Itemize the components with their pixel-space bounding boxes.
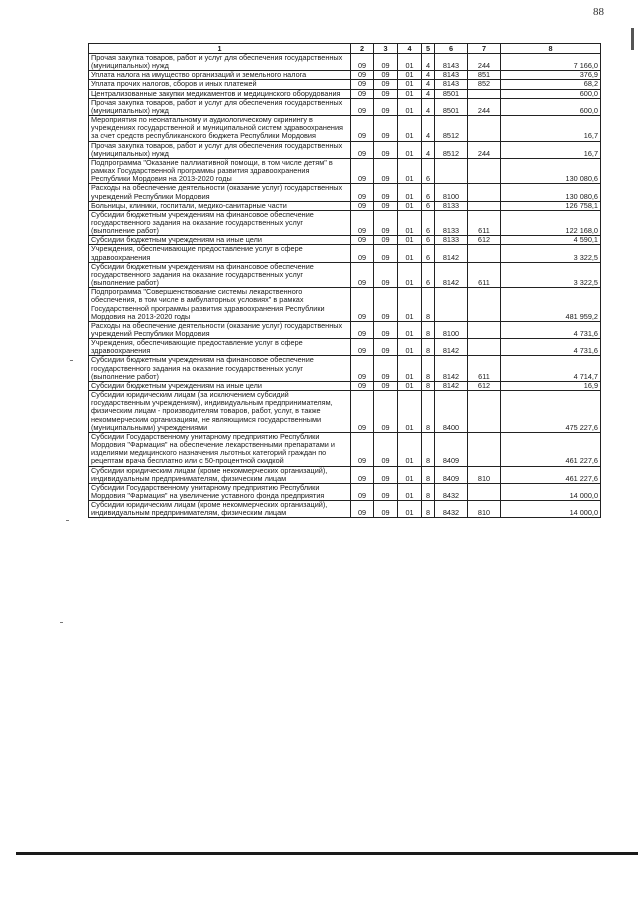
amount: 16,9 (501, 381, 601, 390)
section-code: 09 (351, 466, 374, 483)
subsection-code: 09 (374, 466, 398, 483)
row-description: Подпрограмма "Оказание паллиативной помощи, в том числе детям" в рамках Государственной программы развития здравоохранения Республики Мордовия на 2013-2020 годы (89, 158, 351, 183)
subprogram-code: 8 (422, 501, 435, 518)
amount: 130 080,6 (501, 158, 601, 183)
subprogram-code: 6 (422, 262, 435, 287)
subprogram-code: 8 (422, 466, 435, 483)
expense-type-code: 244 (468, 141, 501, 158)
section-code: 09 (351, 80, 374, 89)
subsection-code: 09 (374, 54, 398, 71)
item-code: 8142 (435, 356, 468, 381)
subsection-code: 09 (374, 391, 398, 433)
amount: 16,7 (501, 141, 601, 158)
subprogram-code: 4 (422, 71, 435, 80)
row-description: Прочая закупка товаров, работ и услуг для обеспечения государственных (муниципальных) нужд (89, 54, 351, 71)
header-cell: 8 (501, 44, 601, 54)
row-description: Субсидии юридическим лицам (за исключением субсидий государственным учреждениям), индивидуальным предпринимателям, физическим лицам - производителям товаров, работ, услуг, в также некоммерческим организациям, не являющимся государственными (муниципальными) учреждениями (89, 391, 351, 433)
amount: 461 227,6 (501, 466, 601, 483)
header-row (89, 44, 601, 54)
amount: 600,0 (501, 89, 601, 98)
subsection-code: 09 (374, 141, 398, 158)
row-description: Централизованные закупки медикаментов и медицинского оборудования (89, 89, 351, 98)
subprogram-code: 4 (422, 98, 435, 115)
subprogram-code: 6 (422, 210, 435, 235)
table-row (89, 184, 601, 201)
program-code: 01 (398, 432, 422, 466)
subsection-code: 09 (374, 245, 398, 262)
section-code: 09 (351, 210, 374, 235)
amount: 14 000,0 (501, 483, 601, 500)
table-body (89, 54, 601, 518)
program-code: 01 (398, 262, 422, 287)
section-code: 09 (351, 236, 374, 245)
scan-speck (70, 360, 73, 361)
item-code: 8501 (435, 98, 468, 115)
expense-type-code: 611 (468, 262, 501, 287)
expense-type-code: 612 (468, 236, 501, 245)
table-row (89, 116, 601, 141)
item-code: 8133 (435, 210, 468, 235)
program-code: 01 (398, 89, 422, 98)
amount: 475 227,6 (501, 391, 601, 433)
item-code: 8501 (435, 89, 468, 98)
section-code: 09 (351, 116, 374, 141)
amount: 600,0 (501, 98, 601, 115)
expense-type-code (468, 288, 501, 322)
scan-speck (60, 622, 63, 623)
amount: 4 731,6 (501, 339, 601, 356)
item-code: 8409 (435, 432, 468, 466)
row-description: Субсидии бюджетным учреждениям на иные цели (89, 381, 351, 390)
table-row (89, 210, 601, 235)
table-row (89, 483, 601, 500)
program-code: 01 (398, 245, 422, 262)
program-code: 01 (398, 339, 422, 356)
item-code: 8409 (435, 466, 468, 483)
subsection-code: 09 (374, 89, 398, 98)
header-cell: 2 (351, 44, 374, 54)
section-code: 09 (351, 245, 374, 262)
table-row (89, 391, 601, 433)
expense-type-code: 612 (468, 381, 501, 390)
expense-type-code (468, 158, 501, 183)
item-code: 8142 (435, 339, 468, 356)
table-row (89, 262, 601, 287)
table-row (89, 236, 601, 245)
subsection-code: 09 (374, 381, 398, 390)
subprogram-code: 6 (422, 158, 435, 183)
item-code: 8432 (435, 501, 468, 518)
subsection-code: 09 (374, 80, 398, 89)
subprogram-code: 8 (422, 381, 435, 390)
amount: 4 714,7 (501, 356, 601, 381)
row-description: Субсидии бюджетным учреждениям на иные цели (89, 236, 351, 245)
table-row (89, 201, 601, 210)
program-code: 01 (398, 184, 422, 201)
item-code: 8142 (435, 381, 468, 390)
row-description: Субсидии Государственному унитарному предприятию Республики Мордовия "Фармация" на увеличение уставного фонда предприятия (89, 483, 351, 500)
row-description: Субсидии юридическим лицам (кроме некоммерческих организаций), индивидуальным предпринимателям, физическим лицам (89, 466, 351, 483)
subsection-code: 09 (374, 356, 398, 381)
section-code: 09 (351, 201, 374, 210)
item-code: 8100 (435, 321, 468, 338)
subsection-code: 09 (374, 432, 398, 466)
row-description: Больницы, клиники, госпитали, медико-санитарные части (89, 201, 351, 210)
program-code: 01 (398, 483, 422, 500)
program-code: 01 (398, 201, 422, 210)
section-code: 09 (351, 89, 374, 98)
expense-type-code (468, 321, 501, 338)
program-code: 01 (398, 141, 422, 158)
row-description: Субсидии юридическим лицам (кроме некоммерческих организаций), индивидуальным предпринимателям, физическим лицам (89, 501, 351, 518)
table-row (89, 356, 601, 381)
table-row (89, 288, 601, 322)
expense-type-code (468, 201, 501, 210)
subsection-code: 09 (374, 236, 398, 245)
section-code: 09 (351, 391, 374, 433)
scan-speck (66, 520, 69, 521)
bottom-rule (16, 852, 638, 855)
row-description: Подпрограмма "Совершенствование системы лекарственного обеспечения, в том числе в амбулаторных условиях" в рамках Государственной программы развития здравоохранения Республики Мордовия на 2013-2020 годы (89, 288, 351, 322)
program-code: 01 (398, 391, 422, 433)
section-code: 09 (351, 71, 374, 80)
program-code: 01 (398, 80, 422, 89)
amount: 126 758,1 (501, 201, 601, 210)
table-row (89, 141, 601, 158)
item-code: 8432 (435, 483, 468, 500)
subprogram-code: 6 (422, 201, 435, 210)
section-code: 09 (351, 483, 374, 500)
program-code: 01 (398, 288, 422, 322)
table-row (89, 158, 601, 183)
expense-type-code: 852 (468, 80, 501, 89)
subsection-code: 09 (374, 339, 398, 356)
expense-type-code: 244 (468, 98, 501, 115)
section-code: 09 (351, 184, 374, 201)
subsection-code: 09 (374, 210, 398, 235)
section-code: 09 (351, 339, 374, 356)
section-code: 09 (351, 501, 374, 518)
item-code: 8143 (435, 54, 468, 71)
table-row (89, 80, 601, 89)
table-row (89, 321, 601, 338)
subsection-code: 09 (374, 501, 398, 518)
expense-type-code: 810 (468, 466, 501, 483)
section-code: 09 (351, 158, 374, 183)
amount: 68,2 (501, 80, 601, 89)
item-code: 8100 (435, 184, 468, 201)
amount: 3 322,5 (501, 262, 601, 287)
item-code: 8133 (435, 236, 468, 245)
item-code: 8142 (435, 262, 468, 287)
item-code: 8143 (435, 71, 468, 80)
expense-type-code: 244 (468, 54, 501, 71)
program-code: 01 (398, 236, 422, 245)
header-cell: 3 (374, 44, 398, 54)
row-description: Уплата прочих налогов, сборов и иных платежей (89, 80, 351, 89)
amount: 376,9 (501, 71, 601, 80)
program-code: 01 (398, 466, 422, 483)
scan-edge-mark (631, 28, 634, 50)
subprogram-code: 8 (422, 483, 435, 500)
section-code: 09 (351, 288, 374, 322)
row-description: Расходы на обеспечение деятельности (оказание услуг) государственных учреждений Республики Мордовия (89, 184, 351, 201)
expense-type-code: 810 (468, 501, 501, 518)
item-code: 8512 (435, 141, 468, 158)
subsection-code: 09 (374, 262, 398, 287)
table-row (89, 339, 601, 356)
section-code: 09 (351, 141, 374, 158)
program-code: 01 (398, 356, 422, 381)
row-description: Субсидии бюджетным учреждениям на финансовое обеспечение государственного задания на оказание государственных услуг (выполнение работ) (89, 262, 351, 287)
program-code: 01 (398, 158, 422, 183)
subprogram-code: 8 (422, 391, 435, 433)
row-description: Прочая закупка товаров, работ и услуг для обеспечения государственных (муниципальных) нужд (89, 98, 351, 115)
table-row (89, 501, 601, 518)
expense-type-code (468, 116, 501, 141)
subsection-code: 09 (374, 116, 398, 141)
expense-type-code: 611 (468, 210, 501, 235)
row-description: Учреждения, обеспечивающие предоставление услуг в сфере здравоохранения (89, 339, 351, 356)
expense-type-code (468, 184, 501, 201)
subsection-code: 09 (374, 71, 398, 80)
subprogram-code: 4 (422, 141, 435, 158)
row-description: Расходы на обеспечение деятельности (оказание услуг) государственных учреждений Республики Мордовия (89, 321, 351, 338)
header-cell: 6 (435, 44, 468, 54)
amount: 481 959,2 (501, 288, 601, 322)
amount: 461 227,6 (501, 432, 601, 466)
table-row (89, 432, 601, 466)
table-row (89, 245, 601, 262)
section-code: 09 (351, 321, 374, 338)
program-code: 01 (398, 501, 422, 518)
subprogram-code: 6 (422, 245, 435, 262)
row-description: Уплата налога на имущество организаций и земельного налога (89, 71, 351, 80)
expense-type-code (468, 89, 501, 98)
section-code: 09 (351, 432, 374, 466)
row-description: Субсидии Государственному унитарному предприятию Республики Мордовия "Фармация" на обеспечение лекарственными препаратами и изделиями медицинского назначения льготных категорий граждан по рецептам врача бесплатно или с 50-процентной скидкой (89, 432, 351, 466)
item-code: 8512 (435, 116, 468, 141)
row-description: Субсидии бюджетным учреждениям на финансовое обеспечение государственного задания на оказание государственных услуг (выполнение работ) (89, 356, 351, 381)
section-code: 09 (351, 54, 374, 71)
table-row (89, 381, 601, 390)
page-number: 88 (593, 6, 604, 18)
section-code: 09 (351, 98, 374, 115)
table-row (89, 98, 601, 115)
amount: 4 731,6 (501, 321, 601, 338)
subsection-code: 09 (374, 184, 398, 201)
subsection-code: 09 (374, 158, 398, 183)
row-description: Прочая закупка товаров, работ и услуг для обеспечения государственных (муниципальных) нужд (89, 141, 351, 158)
program-code: 01 (398, 54, 422, 71)
program-code: 01 (398, 381, 422, 390)
item-code: 8143 (435, 80, 468, 89)
item-code: 8133 (435, 201, 468, 210)
section-code: 09 (351, 356, 374, 381)
expense-type-code: 611 (468, 356, 501, 381)
subprogram-code: 6 (422, 184, 435, 201)
expense-type-code (468, 432, 501, 466)
amount: 4 590,1 (501, 236, 601, 245)
subprogram-code: 4 (422, 116, 435, 141)
subprogram-code: 8 (422, 432, 435, 466)
table-row (89, 466, 601, 483)
subprogram-code: 8 (422, 288, 435, 322)
subprogram-code: 8 (422, 356, 435, 381)
subsection-code: 09 (374, 98, 398, 115)
expense-type-code (468, 339, 501, 356)
budget-table (88, 43, 601, 518)
expense-type-code (468, 391, 501, 433)
header-cell: 1 (89, 44, 351, 54)
program-code: 01 (398, 71, 422, 80)
item-code (435, 158, 468, 183)
subprogram-code: 4 (422, 54, 435, 71)
section-code: 09 (351, 262, 374, 287)
amount: 130 080,6 (501, 184, 601, 201)
expense-type-code (468, 245, 501, 262)
subprogram-code: 8 (422, 321, 435, 338)
header-cell: 4 (398, 44, 422, 54)
subsection-code: 09 (374, 201, 398, 210)
section-code: 09 (351, 381, 374, 390)
program-code: 01 (398, 321, 422, 338)
table-row (89, 89, 601, 98)
program-code: 01 (398, 210, 422, 235)
expense-type-code: 851 (468, 71, 501, 80)
subprogram-code: 6 (422, 236, 435, 245)
header-cell: 7 (468, 44, 501, 54)
amount: 16,7 (501, 116, 601, 141)
row-description: Субсидии бюджетным учреждениям на финансовое обеспечение государственного задания на оказание государственных услуг (выполнение работ) (89, 210, 351, 235)
row-description: Учреждения, обеспечивающие предоставление услуг в сфере здравоохранения (89, 245, 351, 262)
item-code: 8400 (435, 391, 468, 433)
table-row (89, 54, 601, 71)
subprogram-code: 4 (422, 89, 435, 98)
subprogram-code: 8 (422, 339, 435, 356)
subprogram-code: 4 (422, 80, 435, 89)
expense-type-code (468, 483, 501, 500)
amount: 3 322,5 (501, 245, 601, 262)
item-code (435, 288, 468, 322)
program-code: 01 (398, 98, 422, 115)
subsection-code: 09 (374, 321, 398, 338)
header-cell: 5 (422, 44, 435, 54)
table-row (89, 71, 601, 80)
row-description: Мероприятия по неонатальному и аудиологическому скринингу в учреждениях государственной и муниципальной систем здравоохранения за счет средств республиканского бюджета Республики Мордовия (89, 116, 351, 141)
amount: 7 166,0 (501, 54, 601, 71)
amount: 122 168,0 (501, 210, 601, 235)
program-code: 01 (398, 116, 422, 141)
item-code: 8142 (435, 245, 468, 262)
subsection-code: 09 (374, 288, 398, 322)
subsection-code: 09 (374, 483, 398, 500)
amount: 14 000,0 (501, 501, 601, 518)
